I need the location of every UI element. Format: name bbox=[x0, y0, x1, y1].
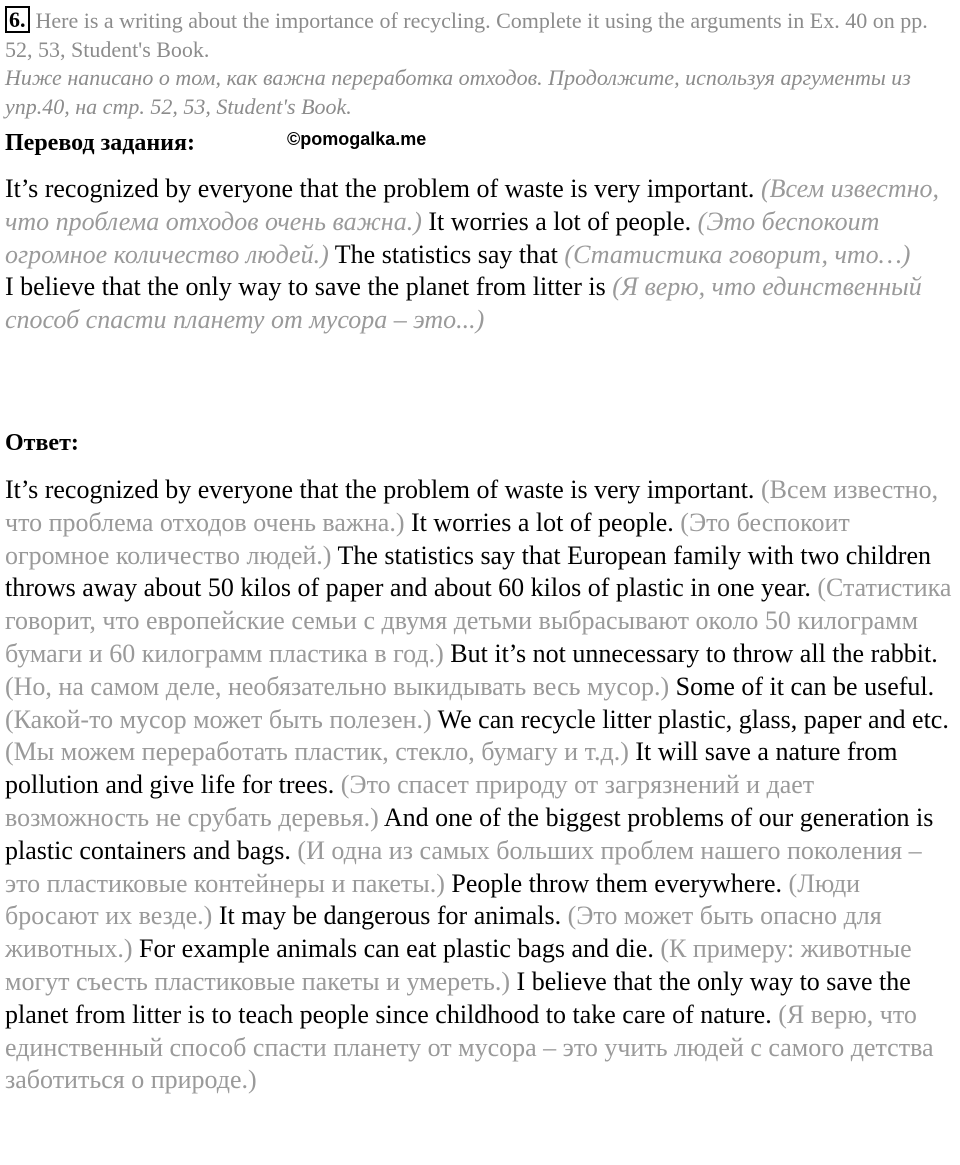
sentence-ru: (Люди бросают их везде.) bbox=[5, 868, 861, 931]
sentence-en: Some of it can be useful. bbox=[675, 671, 935, 701]
task-statement bbox=[5, 6, 955, 121]
answer-paragraph bbox=[5, 474, 960, 1097]
sentence-en: But it’s not unnecessary to throw all the rabbit. bbox=[450, 638, 938, 668]
sentence-en: And one of the biggest problems of our generation is plastic containers and bags. bbox=[5, 802, 934, 865]
answer-heading: Ответ: bbox=[5, 430, 79, 456]
sentence-ru: (Это беспокоит огромное количество людей.) bbox=[5, 206, 880, 269]
sentence-en: It may be dangerous for animals. bbox=[218, 901, 562, 931]
sentence-ru: (И одна из самых больших проблем нашего поколения – это пластиковые контейнеры и пакеты.) bbox=[5, 835, 922, 898]
sentence-ru: (Всем известно, что проблема отходов очень важна.) bbox=[5, 475, 939, 537]
translation-paragraph bbox=[5, 173, 960, 337]
sentence-en: The statistics say that bbox=[334, 239, 558, 269]
sentence-ru: (Статистика говорит, что…) bbox=[564, 239, 911, 269]
sentence-ru: (Это может быть опасно для животных.) bbox=[5, 901, 882, 964]
sentence-en: It’s recognized by everyone that the problem of waste is very important. bbox=[5, 174, 755, 203]
sentence-ru: (Но, на самом деле, необязательно выкидывать весь мусор.) bbox=[5, 671, 670, 701]
sentence-en: It worries a lot of people. bbox=[410, 507, 674, 537]
sentence-en: I believe that the only way to save the planet from litter is to teach people since childhood to take care of nature. bbox=[5, 966, 911, 1029]
sentence-ru: (Какой-то мусор может быть полезен.) bbox=[5, 704, 432, 734]
sentence-en: I believe that the only way to save the planet from litter is bbox=[5, 272, 606, 302]
sentence-ru: (Мы можем переработать пластик, стекло, бумагу и т.д.) bbox=[5, 737, 629, 767]
task-number: 6. bbox=[5, 6, 30, 33]
sentence-en: The statistics say that European family with two children throws away about 50 kilos of paper and about 60 kilos of plastic in one year. bbox=[5, 540, 931, 603]
sentence-en: For example animals can eat plastic bags and die. bbox=[139, 934, 654, 964]
sentence-ru: (Всем известно, что проблема отходов очень важна.) bbox=[5, 174, 940, 236]
sentence-en: People throw them everywhere. bbox=[451, 868, 783, 898]
sentence-ru: (Я верю, что единственный способ спасти планету от мусора – это учить людей с самого детства заботиться о природе.) bbox=[5, 999, 934, 1095]
sentence-en: We can recycle litter plastic, glass, paper and etc. bbox=[437, 704, 949, 734]
sentence-ru: (Я верю, что единственный способ спасти планету от мусора – это...) bbox=[5, 272, 922, 335]
sentence-ru: (Это беспокоит огромное количество людей.) bbox=[5, 507, 850, 570]
watermark: ©pomogalka.me bbox=[287, 129, 427, 149]
sentence-en: It worries a lot of people. bbox=[428, 206, 692, 236]
sentence-ru: (Это спасет природу от загрязнений и дает возможность не срубать деревья.) bbox=[5, 770, 815, 832]
sentence-ru: (К примеру: животные могут съесть пластиковые пакеты и умереть.) bbox=[5, 934, 912, 996]
task-english: Here is a writing about the importance of recycling. Complete it using the arguments in Ex. 40 on pp. 52, 53, Student's Book. bbox=[5, 8, 928, 62]
translation-heading: Перевод задания: bbox=[5, 130, 195, 156]
task-russian: Ниже написано о том, как важна переработка отходов. Продолжите, используя аргументы из упр.40, на стр. 52, 53, Student's Book. bbox=[5, 65, 911, 119]
sentence-ru: (Статистика говорит, что европейские семьи с двумя детьми выбрасывают около 50 килограмм бумаги и 60 килограмм пластика в год.) bbox=[5, 573, 952, 668]
sentence-en: It’s recognized by everyone that the problem of waste is very important. bbox=[5, 475, 755, 504]
sentence-en: It will save a nature from pollution and give life for trees. bbox=[5, 737, 898, 800]
